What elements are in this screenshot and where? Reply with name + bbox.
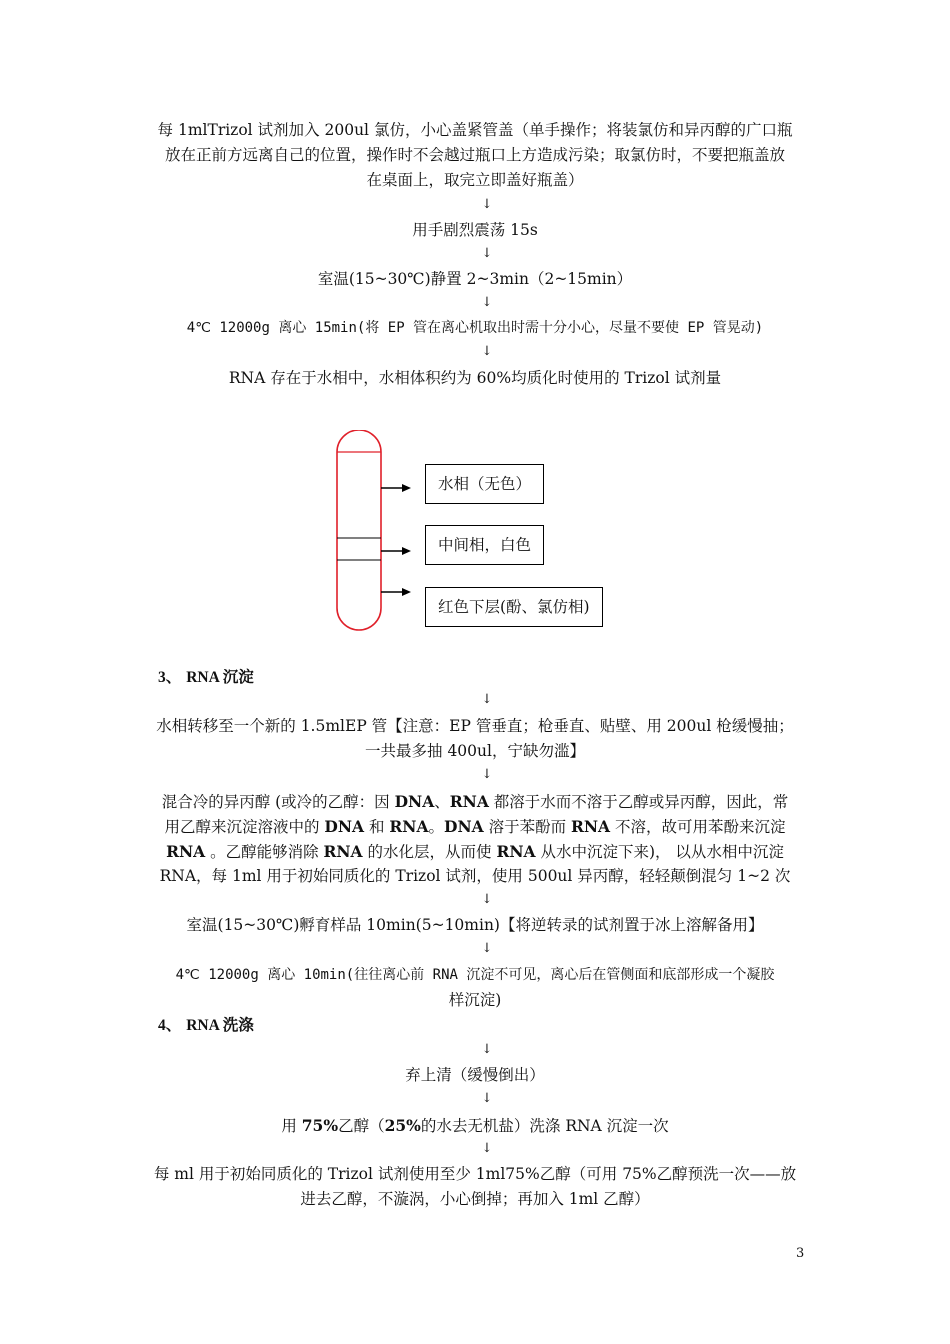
s3-step2-line2 [130, 814, 820, 840]
s3-step4-line1: 4℃ 12000g 离心 10min(往往离心前 RNA 沉淀不可见，离心后在管侧面和底部形成一个凝胶 [175, 967, 775, 983]
bold-term: DNA [444, 817, 484, 836]
step1-line3: 在桌面上，取完立即盖好瓶盖） [366, 171, 584, 189]
bold-term: RNA [323, 842, 363, 861]
text-span: 溶于苯酚而 [483, 818, 571, 836]
section-4-heading [158, 1013, 254, 1038]
arrow-lower-head-icon [402, 588, 411, 596]
down-arrow-icon: ↓ [481, 941, 493, 956]
down-arrow-icon: ↓ [481, 1091, 493, 1106]
bold-term: RNA [449, 792, 489, 811]
down-arrow-icon: ↓ [481, 1042, 493, 1057]
bold-term: RNA [571, 817, 611, 836]
s3-step2-line1 [130, 789, 820, 815]
ep-tube-diagram [320, 430, 420, 635]
s3-step4-line2: 样沉淀) [448, 991, 502, 1009]
down-arrow-icon: ↓ [481, 246, 493, 261]
s4-step3-line2: 进去乙醇，不漩涡，小心倒掉；再加入 1ml 乙醇） [300, 1190, 650, 1208]
step1-line1: 每 1mlTrizol 试剂加入 200ul 氯仿，小心盖紧管盖（单手操作；将装氯仿和异丙醇的广口瓶 [157, 121, 793, 139]
step5-text: RNA 存在于水相中，水相体积约为 60%均质化时使用的 Trizol 试剂量 [228, 369, 722, 387]
page-number: 3 [796, 1246, 805, 1261]
text-span: 用乙醇来沉淀溶液中的 [164, 818, 325, 836]
down-arrow-icon: ↓ [481, 295, 493, 310]
text-span: 混合冷的异丙醇 (或冷的乙醇：因 [161, 793, 395, 811]
bold-term: RNA [166, 842, 206, 861]
step2-text: 用手剧烈震荡 15s [412, 221, 538, 239]
arrow-middle-head-icon [402, 547, 411, 555]
tube-outline [337, 430, 381, 630]
text-span: 、 [434, 793, 450, 811]
text-span: 的水去无机盐）洗涤 RNA 沉淀一次 [420, 1117, 669, 1135]
arrow-upper-head-icon [402, 484, 411, 492]
section-3-title: RNA 沉淀 [186, 669, 254, 686]
text-span: 。乙醇能够消除 [205, 843, 324, 861]
text-span: 。 [428, 818, 444, 836]
section-3-number: 3、 [158, 669, 182, 686]
s4-step2-text [130, 1113, 820, 1139]
s3-step1-line2: 一共最多抽 400ul，宁缺勿滥】 [365, 742, 585, 760]
down-arrow-icon: ↓ [481, 692, 493, 707]
step1-line2: 放在正前方远离自己的位置，操作时不会越过瓶口上方造成污染；取氯仿时，不要把瓶盖放 [164, 146, 785, 164]
down-arrow-icon: ↓ [481, 344, 493, 359]
section-4-number: 4、 [158, 1017, 182, 1034]
text-span: 从水中沉淀下来)， 以从水相中沉淀 [535, 843, 784, 861]
bold-term: DNA [324, 817, 365, 836]
text-span: 的水化层，从而使 [362, 843, 497, 861]
text-span: 和 [364, 818, 390, 836]
down-arrow-icon: ↓ [481, 767, 493, 782]
bold-term: RNA [496, 842, 536, 861]
text-span: 用 [281, 1117, 302, 1135]
s4-step3-line1: 每 ml 用于初始同质化的 Trizol 试剂使用至少 1ml75%乙醇（可用 75%乙醇预洗一次——放 [153, 1165, 797, 1183]
s3-step2-line4: RNA，每 1ml 用于初始同质化的 Trizol 试剂，使用 500ul 异丙醇，轻轻颠倒混匀 1~2 次 [159, 867, 791, 885]
text-span: 不溶，故可用苯酚来沉淀 [610, 818, 786, 836]
section-3-heading [158, 665, 254, 690]
lower-phase-label: 红色下层(酚、氯仿相) [425, 587, 603, 627]
down-arrow-icon: ↓ [481, 1141, 493, 1156]
bold-term: RNA [389, 817, 429, 836]
bold-term: DNA [394, 792, 435, 811]
down-arrow-icon: ↓ [481, 197, 493, 212]
text-span: 都溶于水而不溶于乙醇或异丙醇，因此，常 [488, 793, 789, 811]
bold-term: 25% [384, 1116, 421, 1135]
text-span: 乙醇（ [338, 1117, 385, 1135]
s3-step1-line1: 水相转移至一个新的 1.5mlEP 管【注意：EP 管垂直；枪垂直、贴壁、用 200ul 枪缓慢抽； [156, 717, 794, 735]
middle-phase-label: 中间相，白色 [425, 525, 544, 565]
step4-text: 4℃ 12000g 离心 15min(将 EP 管在离心机取出时需十分小心，尽量不要使 EP 管晃动) [186, 320, 764, 336]
upper-phase-label: 水相（无色） [425, 464, 544, 504]
s3-step2-line3 [130, 839, 820, 865]
bold-term: 75% [301, 1116, 339, 1135]
section-4-title: RNA 洗涤 [186, 1017, 254, 1034]
s4-step1-text: 弃上清（缓慢倒出） [405, 1066, 545, 1084]
step3-text: 室温(15~30℃)静置 2~3min（2~15min） [317, 270, 633, 288]
s3-step3-text: 室温(15~30℃)孵育样品 10min(5~10min)【将逆转录的试剂置于冰上溶解备用】 [186, 916, 764, 934]
down-arrow-icon: ↓ [481, 892, 493, 907]
